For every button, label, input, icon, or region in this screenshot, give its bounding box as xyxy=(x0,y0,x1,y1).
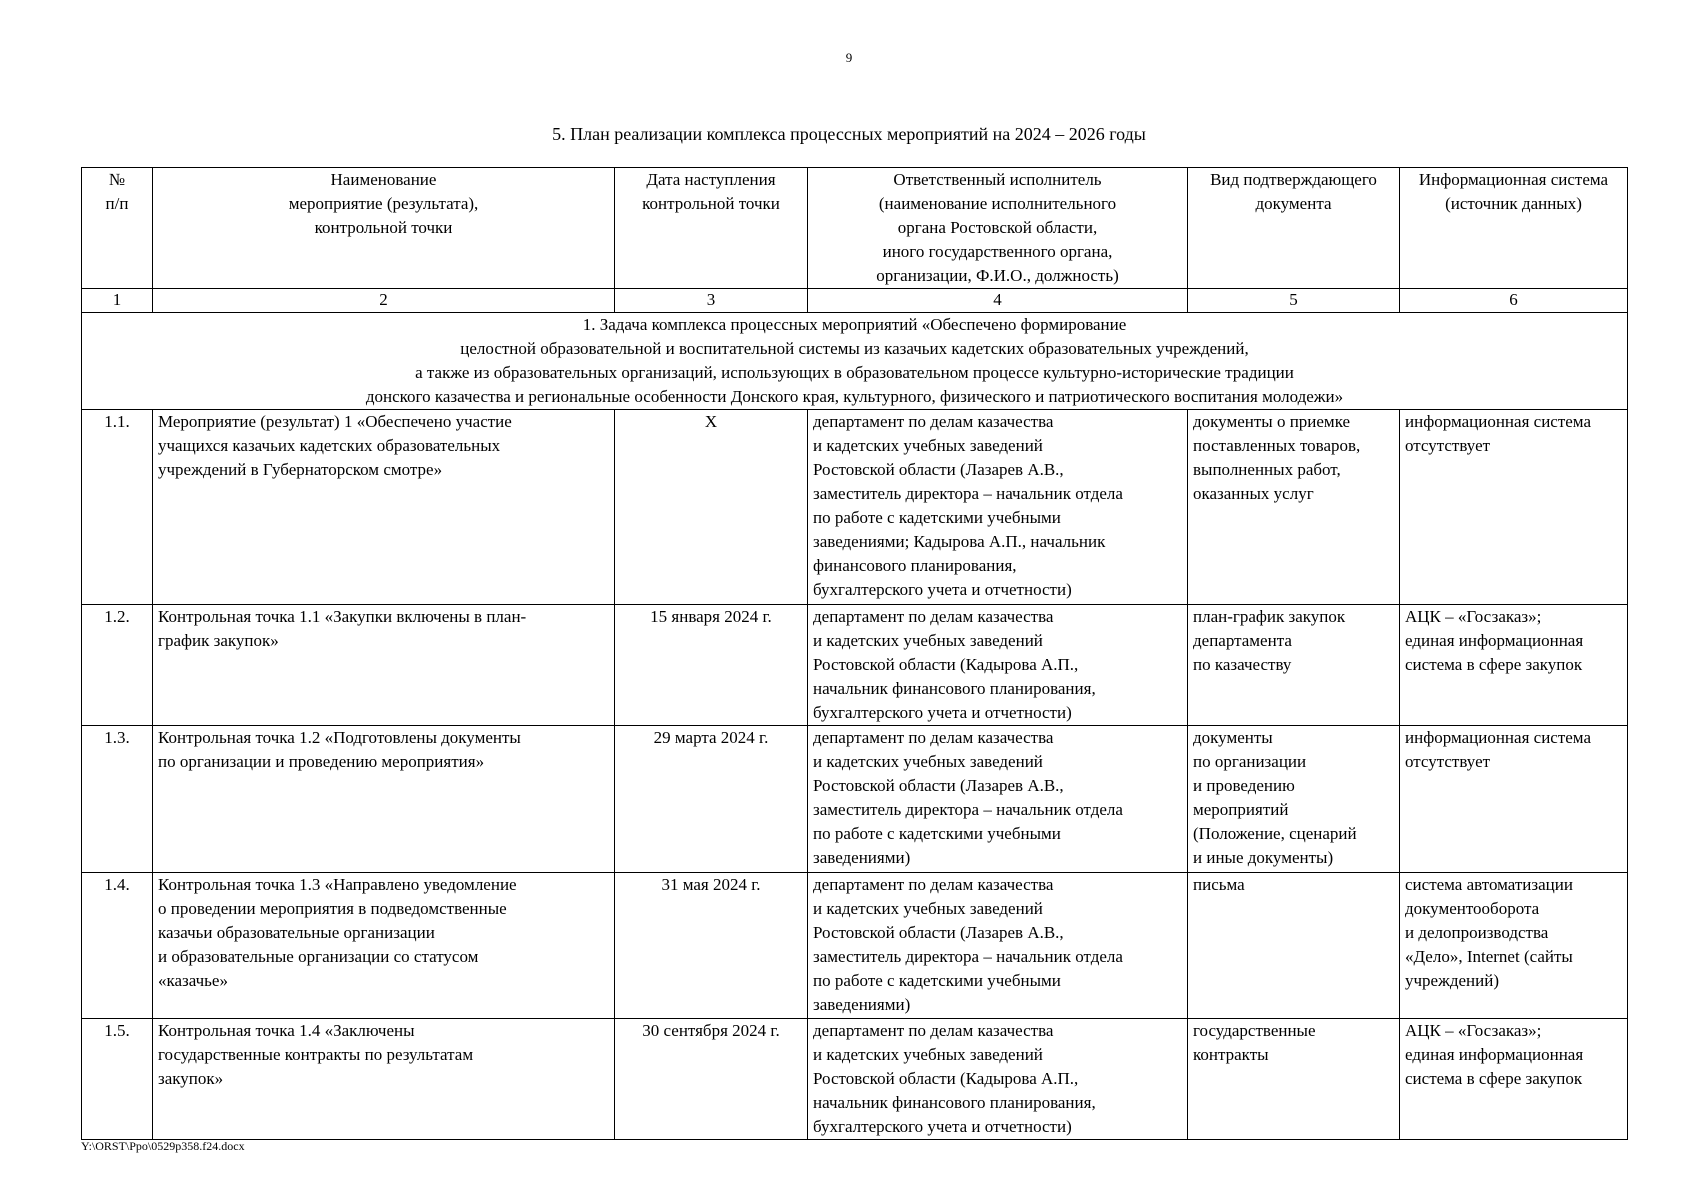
row-date: 15 января 2024 г. xyxy=(615,605,808,726)
column-number: 3 xyxy=(615,289,808,313)
header-name: Наименование мероприятие (результата), контрольной точки xyxy=(153,168,615,289)
task-row xyxy=(82,313,1628,410)
document-title: 5. План реализации комплекса процессных мероприятий на 2024 – 2026 годы xyxy=(552,124,1146,144)
column-number: 4 xyxy=(808,289,1188,313)
column-numbers-row xyxy=(82,289,1628,313)
header-date: Дата наступления контрольной точки xyxy=(615,168,808,289)
column-number: 5 xyxy=(1188,289,1400,313)
row-system: АЦК – «Госзаказ»; единая информационная система в сфере закупок xyxy=(1400,1019,1628,1140)
row-system: информационная система отсутствует xyxy=(1400,410,1628,605)
plan-table xyxy=(81,167,1628,1140)
row-executor: департамент по делам казачества и кадетских учебных заведений Ростовской области (Кадырова А.П., начальник финансового планирования, бухгалтерского учета и отчетности) xyxy=(808,1019,1188,1140)
page-number: 9 xyxy=(845,50,853,65)
column-number: 6 xyxy=(1400,289,1628,313)
table-row xyxy=(82,726,1628,873)
column-number: 2 xyxy=(153,289,615,313)
row-system: информационная система отсутствует xyxy=(1400,726,1628,873)
row-name: Мероприятие (результат) 1 «Обеспечено участие учащихся казачьих кадетских образовательных учреждений в Губернаторском смотре» xyxy=(153,410,615,605)
row-executor: департамент по делам казачества и кадетских учебных заведений Ростовской области (Лазарев А.В., заместитель директора – начальник отдела по работе с кадетскими учебными заведениями) xyxy=(808,726,1188,873)
file-path-footer: Y:\ORST\Ppo\0529p358.f24.docx xyxy=(81,1139,245,1153)
header-row xyxy=(82,168,1628,289)
row-name: Контрольная точка 1.4 «Заключены государственные контракты по результатам закупок» xyxy=(153,1019,615,1140)
row-document: документы по организации и проведению мероприятий (Положение, сценарий и иные документы) xyxy=(1188,726,1400,873)
row-date: 29 марта 2024 г. xyxy=(615,726,808,873)
row-system: система автоматизации документооборота и делопроизводства «Дело», Internet (сайты учреждений) xyxy=(1400,873,1628,1019)
row-document: документы о приемке поставленных товаров, выполненных работ, оказанных услуг xyxy=(1188,410,1400,605)
row-document: государственные контракты xyxy=(1188,1019,1400,1140)
row-number: 1.1. xyxy=(82,410,153,605)
row-number: 1.4. xyxy=(82,873,153,1019)
column-number: 1 xyxy=(82,289,153,313)
row-executor: департамент по делам казачества и кадетских учебных заведений Ростовской области (Кадырова А.П., начальник финансового планирования, бухгалтерского учета и отчетности) xyxy=(808,605,1188,726)
row-number: 1.5. xyxy=(82,1019,153,1140)
row-number: 1.2. xyxy=(82,605,153,726)
row-date: X xyxy=(615,410,808,605)
table-row xyxy=(82,1019,1628,1140)
table-row xyxy=(82,605,1628,726)
row-system: АЦК – «Госзаказ»; единая информационная система в сфере закупок xyxy=(1400,605,1628,726)
header-system: Информационная система (источник данных) xyxy=(1400,168,1628,289)
row-number: 1.3. xyxy=(82,726,153,873)
row-executor: департамент по делам казачества и кадетских учебных заведений Ростовской области (Лазарев А.В., заместитель директора – начальник отдела по работе с кадетскими учебными заведениями; Кадырова А.П., начальник финансового планирования, бухгалтерского учета и отчетности) xyxy=(808,410,1188,605)
row-document: письма xyxy=(1188,873,1400,1019)
row-date: 30 сентября 2024 г. xyxy=(615,1019,808,1140)
task-heading: 1. Задача комплекса процессных мероприятий «Обеспечено формирование целостной образовательной и воспитательной системы из казачьих кадетских образовательных учреждений, а также из образовательных организаций, использующих в образовательном процессе культурно-исторические традиции донского казачества и региональные особенности Донского края, культурного, физического и патриотического воспитания молодежи» xyxy=(82,313,1628,410)
table-row xyxy=(82,410,1628,605)
row-name: Контрольная точка 1.2 «Подготовлены документы по организации и проведению мероприятия» xyxy=(153,726,615,873)
header-document: Вид подтверждающего документа xyxy=(1188,168,1400,289)
header-executor: Ответственный исполнитель (наименование исполнительного органа Ростовской области, иного государственного органа, организации, Ф.И.О., должность) xyxy=(808,168,1188,289)
header-number: № п/п xyxy=(82,168,153,289)
row-name: Контрольная точка 1.3 «Направлено уведомление о проведении мероприятия в подведомственные казачьи образовательные организации и образовательные организации со статусом «казачье» xyxy=(153,873,615,1019)
row-document: план-график закупок департамента по казачеству xyxy=(1188,605,1400,726)
row-executor: департамент по делам казачества и кадетских учебных заведений Ростовской области (Лазарев А.В., заместитель директора – начальник отдела по работе с кадетскими учебными заведениями) xyxy=(808,873,1188,1019)
row-name: Контрольная точка 1.1 «Закупки включены в план- график закупок» xyxy=(153,605,615,726)
row-date: 31 мая 2024 г. xyxy=(615,873,808,1019)
table-row xyxy=(82,873,1628,1019)
